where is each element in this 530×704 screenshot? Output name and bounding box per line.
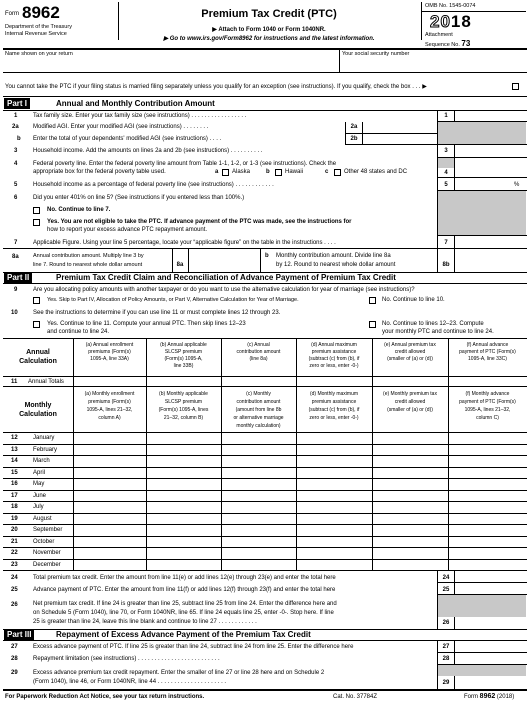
monthly-col-e-line: (e) Monthly premium tax [383, 391, 437, 397]
monthly-col-b-line: (b) Monthly applicable [159, 391, 208, 397]
monthly-col-b-line: (Form(s) 1095-A, lines [158, 407, 209, 413]
month-cell-e[interactable] [373, 537, 447, 548]
month-cell-d[interactable] [297, 537, 371, 548]
name-label: Name shown on your return [5, 51, 73, 57]
part1-label: Part I [4, 98, 30, 109]
line7-text: Applicable Figure. Using your line 5 percentage, locate your “applicable figure” on the table in the instructions . . . . [33, 240, 336, 246]
monthly-col-c-line: (c) Monthly [246, 391, 271, 397]
hawaii-checkbox[interactable] [275, 169, 282, 176]
annual-col-d-line: premium assistance [311, 349, 357, 355]
line29-text-a: Excess advance premium tax credit repayment. Enter the smaller of line 27 or line 28 here and on Schedule 2 [33, 670, 325, 676]
monthly-calc-title [5, 401, 71, 419]
footer-form-id [464, 693, 514, 701]
annual-total-cell-f[interactable] [449, 377, 526, 386]
month-cell-e[interactable] [373, 560, 447, 571]
line6-text: Did you enter 401% on line 5? (See instructions if you entered less than 100%.) [33, 195, 245, 201]
line4-text-b: appropriate box for the federal poverty table used. [33, 169, 166, 175]
line10-yes-label-a: Yes. Continue to line 11. Compute your annual PTC. Then skip lines 12–23 [47, 321, 246, 327]
omb-number: OMB No. 1545-0074 [425, 3, 476, 9]
month-name: April [33, 469, 46, 476]
month-cell-a[interactable] [74, 445, 145, 456]
month-cell-b[interactable] [147, 445, 220, 456]
annual-col-e [373, 342, 447, 363]
month-cell-a[interactable] [74, 525, 145, 536]
line6-no-label: No. Continue to line 7. [47, 207, 111, 213]
footer-form-prefix: Form [464, 694, 478, 700]
line26-text-b: on Schedule 5 (Form 1040), line 70, or Form 1040NR, line 65. If line 24 equals line 25, enter -0-. Stop here. If line [33, 610, 334, 616]
alaska-label: Alaska [232, 169, 251, 175]
month-cell-c[interactable] [222, 456, 295, 467]
monthly-col-e [373, 390, 447, 414]
monthly-col-c [222, 390, 295, 430]
month-cell-d[interactable] [297, 479, 371, 490]
form-number: 8962 [22, 3, 60, 22]
line9-yes-label: Yes. Skip to Part IV, Allocation of Policy Amounts, or Part V, Alternative Calculation for Year of Marriage. [47, 297, 299, 303]
month-name: October [33, 538, 55, 545]
month-cell-a[interactable] [74, 514, 145, 525]
footer-cat-no: Cat. No. 37784Z [333, 694, 378, 700]
month-cell-f[interactable] [449, 479, 526, 490]
form-title: Premium Tax Credit (PTC) [201, 8, 337, 20]
annual-col-f-line: (f) Annual advance [466, 342, 509, 348]
line6-yes-checkbox[interactable] [33, 219, 40, 226]
goto-instruction: ▶ Go to www.irs.gov/Form8962 for instructions and the latest information. [163, 36, 375, 42]
annual-col-f-line: payment of PTC (Form(s) [459, 349, 516, 355]
month-cell-c[interactable] [222, 491, 295, 502]
month-cell-e[interactable] [373, 525, 447, 536]
month-cell-d[interactable] [297, 491, 371, 502]
month-cell-f[interactable] [449, 433, 526, 444]
annual-col-e-line: (e) Annual premium tax [384, 342, 436, 348]
other48-checkbox[interactable] [334, 169, 341, 176]
part2-title: Premium Tax Credit Claim and Reconciliation of Advance Payment of Premium Tax Credit [56, 273, 396, 282]
monthly-col-a-line: (a) Monthly enrollment [84, 391, 135, 397]
month-cell-a[interactable] [74, 433, 145, 444]
line5-input[interactable] [455, 178, 510, 190]
line4-input[interactable] [455, 158, 525, 177]
month-name: November [33, 550, 61, 556]
line25-input[interactable] [455, 583, 525, 594]
month-cell-e[interactable] [373, 456, 447, 467]
monthly-col-c-line: monthly calculation) [236, 423, 281, 429]
month-name: June [33, 492, 47, 499]
percent-sign: % [514, 182, 520, 188]
month-name: July [33, 504, 44, 510]
month-cell-f[interactable] [449, 468, 526, 479]
annual-total-cell-a[interactable] [74, 377, 145, 386]
line8b-input[interactable] [455, 249, 525, 271]
name-field[interactable] [5, 59, 335, 71]
line28-text: Repayment limitation (see instructions) . . . . . . . . . . . . . . . . . . . . . . . . . [33, 656, 220, 662]
line2b-input[interactable] [363, 134, 435, 144]
month-cell-e[interactable] [373, 445, 447, 456]
month-cell-c[interactable] [222, 502, 295, 513]
month-cell-d[interactable] [297, 548, 371, 559]
month-line-number: 15 [11, 469, 18, 476]
month-cell-e[interactable] [373, 433, 447, 444]
monthly-calc-title-l1: Monthly [24, 402, 52, 409]
monthly-col-e-line: (smaller of (a) or (d)) [387, 407, 433, 413]
monthly-calc-title-l2: Calculation [19, 411, 57, 418]
month-line-number: 19 [11, 515, 18, 522]
annual-total-cell-d[interactable] [297, 377, 371, 386]
month-cell-a[interactable] [74, 548, 145, 559]
annual-col-b-line: (b) Annual applicable [160, 342, 207, 348]
line8b-text-b: by 12. Round to nearest whole dollar amount [276, 262, 396, 268]
line9-no-label: No. Continue to line 10. [382, 297, 445, 303]
month-cell-d[interactable] [297, 502, 371, 513]
month-cell-c[interactable] [222, 468, 295, 479]
month-cell-d[interactable] [297, 456, 371, 467]
other48-label: Other 48 states and DC [344, 169, 408, 175]
month-cell-a[interactable] [74, 537, 145, 548]
line2b-text: Enter the total of your dependents' modified AGI (see instructions) . . . . [33, 136, 222, 142]
line2a-input[interactable] [363, 122, 435, 132]
month-name: March [33, 458, 50, 464]
month-cell-e[interactable] [373, 548, 447, 559]
month-cell-b[interactable] [147, 491, 220, 502]
monthly-col-d-line: (subtract (c) from (b), if [308, 407, 360, 413]
month-cell-b[interactable] [147, 548, 220, 559]
annual-col-d-line: zero or less, enter -0-) [309, 363, 359, 369]
month-cell-f[interactable] [449, 456, 526, 467]
month-cell-f[interactable] [449, 445, 526, 456]
line26-text-a: Net premium tax credit. If line 24 is greater than line 25, subtract line 25 from line 24. Enter the difference here and [33, 601, 337, 607]
month-line-number: 14 [11, 458, 18, 464]
annual-col-c-line: (c) Annual [247, 342, 270, 348]
annual-col-a-line: (a) Annual enrollment [85, 342, 134, 348]
line1-input[interactable] [455, 111, 525, 121]
tax-year-suffix: 18 [450, 12, 472, 31]
annual-col-f [449, 342, 526, 363]
month-cell-b[interactable] [147, 479, 220, 490]
month-line-number: 17 [11, 492, 18, 499]
line6-yes-label-b: how to report your excess advance PTC repayment amount. [47, 227, 208, 233]
line9-no-checkbox[interactable] [369, 297, 376, 304]
annual-col-d-line: (d) Annual maximum [311, 342, 357, 348]
irs-label: Internal Revenue Service [5, 31, 67, 37]
month-cell-b[interactable] [147, 456, 220, 467]
month-cell-b[interactable] [147, 514, 220, 525]
month-name: February [33, 446, 58, 453]
mfs-notice: You cannot take the PTC if your filing status is married filing separately unless you qualify for an exception (see instructions). If you qualify, check the box . . . ▶ [5, 84, 427, 90]
line10-yes-label-b: and continue to line 24. [47, 329, 110, 335]
alaska-checkbox[interactable] [222, 169, 229, 176]
monthly-col-d-line: premium assistance [311, 399, 357, 405]
line8a-text-a: Annual contribution amount. Multiply line 3 by [33, 253, 144, 259]
part1-title: Annual and Monthly Contribution Amount [56, 99, 215, 108]
line11-label: Annual Totals [28, 379, 64, 385]
tax-year [430, 12, 472, 32]
attach-instruction: ▶ Attach to Form 1040 or Form 1040NR. [212, 27, 326, 33]
monthly-col-c-line: contribution amount [236, 399, 281, 405]
month-cell-e[interactable] [373, 468, 447, 479]
attachment-label: Attachment [425, 32, 453, 38]
month-cell-c[interactable] [222, 525, 295, 536]
monthly-col-d-line: (d) Monthly maximum [309, 391, 359, 397]
monthly-col-f-line: (f) Monthly advance [465, 391, 510, 397]
line29-text-b: (Form 1040), line 46, or Form 1040NR, line 44 . . . . . . . . . . . . . . . . . . . . . [33, 679, 227, 685]
line26-text-c: 25 is greater than line 24, leave this line blank and continue to line 27 . . . . . . . . . . . . [33, 619, 257, 625]
month-cell-c[interactable] [222, 445, 295, 456]
month-line-number: 13 [11, 446, 18, 453]
footer-form-year: (2018) [496, 694, 515, 700]
sequence-label [425, 39, 470, 48]
annual-col-b-line: SLCSP premium [164, 349, 203, 355]
sequence-number: 73 [461, 39, 471, 48]
annual-total-cell-e[interactable] [373, 377, 447, 386]
annual-col-a-line: 1095-A, line 33A) [90, 356, 129, 362]
line10-text: See the instructions to determine if you can use line 11 or must complete lines 12 through 23. [33, 310, 281, 316]
monthly-col-d-line: zero or less, enter -0-) [309, 415, 359, 421]
month-line-number: 20 [11, 527, 18, 533]
month-cell-f[interactable] [449, 537, 526, 548]
month-cell-b[interactable] [147, 468, 220, 479]
part3-title: Repayment of Excess Advance Payment of the Premium Tax Credit [56, 630, 311, 639]
footer-form-number: 8962 [479, 693, 496, 700]
mfs-exception-checkbox[interactable] [512, 83, 519, 90]
monthly-col-c-line: (amount from line 8b [235, 407, 282, 413]
month-cell-d[interactable] [297, 433, 371, 444]
annual-col-e-line: (smaller of (a) or (d)) [387, 356, 433, 362]
line24-text: Total premium tax credit. Enter the amount from line 11(e) or add lines 12(e) through 23(e) and enter the total here [33, 575, 336, 581]
annual-col-b-line: (Form(s) 1095-A, [164, 356, 203, 362]
month-cell-f[interactable] [449, 525, 526, 536]
part2-label: Part II [4, 272, 32, 283]
month-cell-d[interactable] [297, 468, 371, 479]
annual-col-b-line: line 33B) [173, 363, 194, 369]
month-line-number: 22 [11, 550, 18, 556]
ssn-label: Your social security number [342, 51, 410, 57]
line8a-text-b: line 7. Round to nearest whole dollar amount [33, 262, 143, 268]
line5-text: Household income as a percentage of federal poverty line (see instructions) . . . . . . . . . . . . [33, 182, 274, 188]
month-cell-b[interactable] [147, 537, 220, 548]
line10-no-label-b: your monthly PTC and continue to line 24. [382, 329, 494, 335]
annual-calc-title [5, 348, 71, 366]
monthly-col-a-line: 1095-A, lines 21–32, [86, 407, 133, 413]
month-cell-a[interactable] [74, 491, 145, 502]
month-cell-c[interactable] [222, 548, 295, 559]
month-cell-f[interactable] [449, 560, 526, 571]
month-cell-e[interactable] [373, 514, 447, 525]
line28-input[interactable] [455, 653, 525, 664]
annual-col-c [222, 342, 295, 363]
month-cell-a[interactable] [74, 468, 145, 479]
month-cell-e[interactable] [373, 502, 447, 513]
hawaii-label: Hawaii [285, 169, 304, 175]
annual-total-cell-b[interactable] [147, 377, 220, 386]
monthly-col-a-line: premiums (Form(s) [88, 399, 131, 405]
annual-col-e-line: credit allowed [394, 349, 426, 355]
annual-col-c-line: (line 8a) [249, 356, 268, 362]
month-cell-b[interactable] [147, 502, 220, 513]
monthly-col-f-line: 1095-A, lines 21–32, [464, 407, 511, 413]
month-cell-c[interactable] [222, 537, 295, 548]
line3-text: Household income. Add the amounts on lines 2a and 2b (see instructions) . . . . . . . . . . [33, 148, 263, 154]
month-cell-f[interactable] [449, 502, 526, 513]
line7-input[interactable] [455, 236, 525, 248]
month-line-number: 21 [11, 538, 18, 545]
annual-col-d-line: (subtract (c) from (b), if [308, 356, 360, 362]
monthly-col-d [297, 390, 371, 422]
month-cell-d[interactable] [297, 560, 371, 571]
month-line-number: 23 [11, 561, 18, 568]
monthly-col-a-line: column A) [98, 415, 121, 421]
line8b-text-a: Monthly contribution amount. Divide line 8a [276, 253, 391, 259]
line4-text-a: Federal poverty line. Enter the federal poverty line amount from Table 1-1, 1-2, or 1-3 (see instructions). Check the [33, 161, 337, 167]
monthly-col-f [449, 390, 526, 422]
monthly-col-b-line: SLCSP premium [164, 399, 203, 405]
month-cell-f[interactable] [449, 514, 526, 525]
annual-col-c-line: contribution amount [236, 349, 281, 355]
month-name: December [33, 561, 61, 568]
month-cell-c[interactable] [222, 560, 295, 571]
line10-no-label-a: No. Continue to lines 12–23. Compute [382, 321, 484, 327]
monthly-col-b-line: 21–32, column B) [163, 415, 204, 421]
month-cell-f[interactable] [449, 491, 526, 502]
line6-yes-label-a: Yes. You are not eligible to take the PTC. If advance payment of the PTC was made, see the instructions for [47, 219, 352, 225]
month-line-number: 16 [11, 481, 18, 487]
line29-input[interactable] [455, 677, 525, 689]
month-cell-b[interactable] [147, 560, 220, 571]
monthly-col-f-line: column C) [476, 415, 499, 421]
month-cell-e[interactable] [373, 479, 447, 490]
month-cell-a[interactable] [74, 502, 145, 513]
month-cell-c[interactable] [222, 433, 295, 444]
form-label: Form [5, 11, 19, 17]
annual-col-d [297, 342, 371, 370]
month-cell-a[interactable] [74, 560, 145, 571]
part3-label: Part III [4, 629, 34, 640]
monthly-col-b [147, 390, 220, 422]
line1-text: Tax family size. Enter your tax family size (see instructions) . . . . . . . . . . . . . . . . . [33, 113, 247, 119]
line9-yes-checkbox[interactable] [33, 297, 40, 304]
tax-year-prefix: 20 [430, 12, 451, 31]
month-cell-a[interactable] [74, 456, 145, 467]
monthly-col-a [74, 390, 145, 422]
month-cell-c[interactable] [222, 514, 295, 525]
annual-calc-title-l2: Calculation [19, 358, 57, 365]
ssn-field[interactable] [342, 59, 525, 71]
month-name: September [33, 527, 63, 533]
monthly-col-c-line: or alternative marriage [233, 415, 284, 421]
line25-text: Advance payment of PTC. Enter the amount from line 11(f) or add lines 12(f) through 23(f) and enter the total here [33, 587, 336, 593]
annual-col-b [147, 342, 220, 370]
month-line-number: 18 [11, 504, 18, 510]
month-name: May [33, 481, 45, 487]
monthly-col-e-line: credit allowed [394, 399, 426, 405]
line26-input[interactable] [455, 617, 525, 628]
line27-input[interactable] [455, 641, 525, 652]
line27-text: Excess advance payment of PTC. If line 25 is greater than line 24, subtract line 24 from line 25. Enter the difference here [33, 644, 354, 650]
line8a-input[interactable] [189, 249, 259, 271]
line10-no-checkbox[interactable] [369, 321, 376, 328]
month-line-number: 12 [11, 435, 18, 441]
month-cell-b[interactable] [147, 433, 220, 444]
month-name: January [33, 435, 55, 441]
annual-calc-title-l1: Annual [26, 349, 50, 356]
month-cell-b[interactable] [147, 525, 220, 536]
annual-col-a [74, 342, 145, 363]
month-cell-d[interactable] [297, 514, 371, 525]
line3-input[interactable] [455, 145, 525, 157]
line9-text: Are you allocating policy amounts with another taxpayer or do you want to use the alternative calculation for year of marriage (see instructions)? [33, 287, 415, 293]
annual-total-cell-c[interactable] [222, 377, 295, 386]
dept-label: Department of the Treasury [5, 24, 72, 30]
month-cell-c[interactable] [222, 479, 295, 490]
footer-paperwork: For Paperwork Reduction Act Notice, see your tax return instructions. [5, 694, 205, 700]
month-cell-e[interactable] [373, 491, 447, 502]
sequence-text: Sequence No. [425, 42, 460, 48]
annual-col-f-line: 1095-A, line 33C) [468, 356, 507, 362]
line2a-text: Modified AGI. Enter your modified AGI (see instructions) . . . . . . . . [33, 124, 209, 130]
month-cell-a[interactable] [74, 479, 145, 490]
line24-input[interactable] [455, 571, 525, 582]
month-name: August [33, 515, 52, 522]
month-cell-d[interactable] [297, 445, 371, 456]
line10-yes-checkbox[interactable] [33, 321, 40, 328]
annual-col-a-line: premiums (Form(s) [88, 349, 131, 355]
month-cell-d[interactable] [297, 525, 371, 536]
month-cell-f[interactable] [449, 548, 526, 559]
monthly-col-f-line: payment of PTC (Form(s) [459, 399, 516, 405]
line6-no-checkbox[interactable] [33, 207, 40, 214]
